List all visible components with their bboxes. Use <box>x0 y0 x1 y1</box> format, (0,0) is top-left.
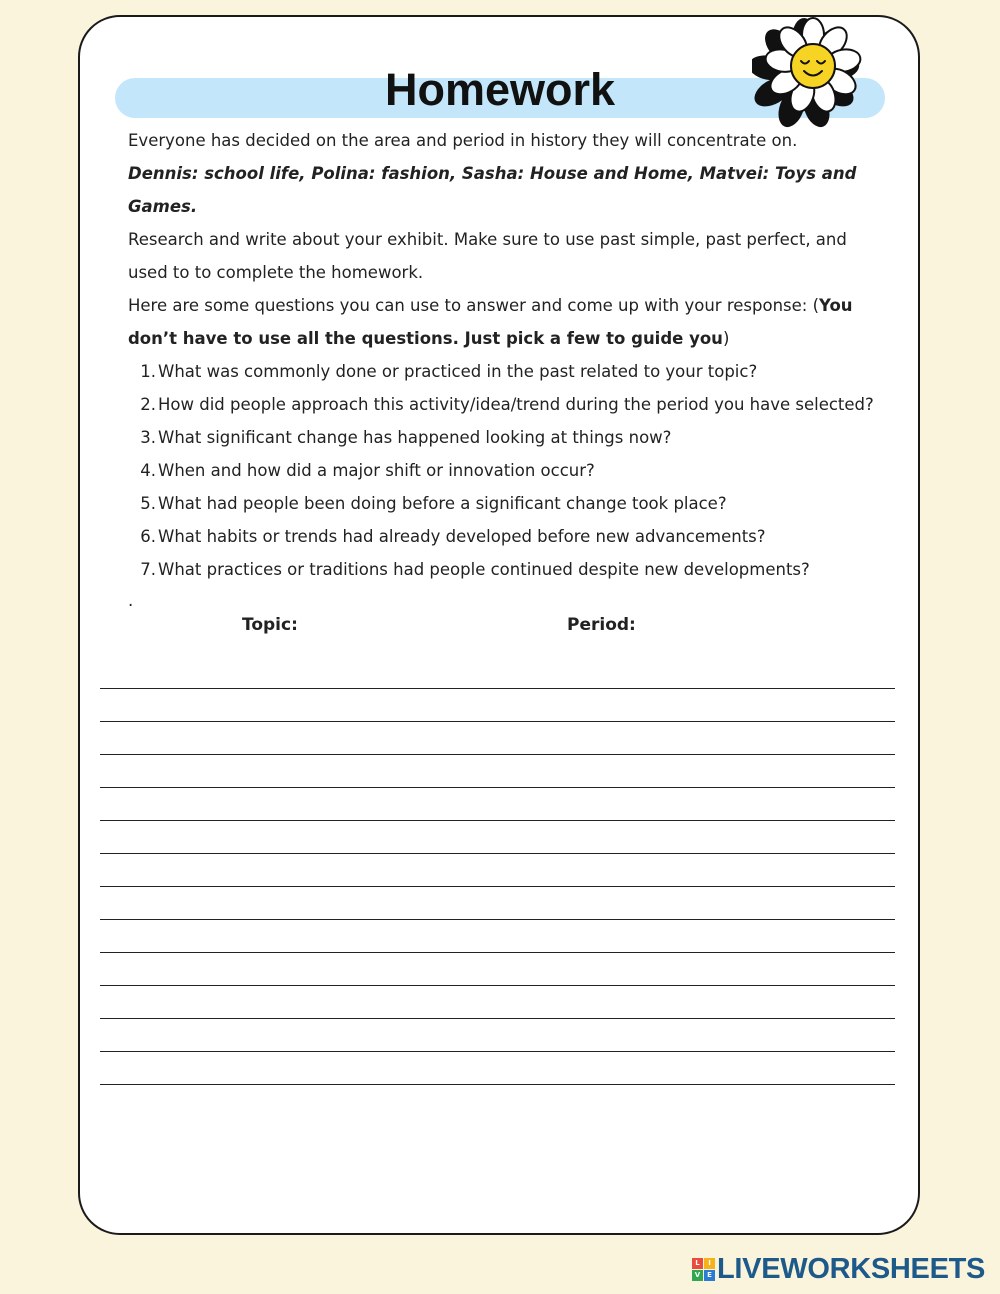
question-list <box>128 355 878 586</box>
answer-line[interactable] <box>100 721 895 722</box>
question-number: 4. <box>140 461 156 480</box>
question-item <box>128 553 878 586</box>
questions-hint: You don’t have to use all the questions. Just pick a few to guide you <box>128 296 853 348</box>
liveworksheets-logo <box>692 1254 985 1284</box>
answer-line[interactable] <box>100 754 895 755</box>
trailing-dot: . <box>128 591 134 610</box>
question-item <box>128 487 878 520</box>
question-item <box>128 421 878 454</box>
questions-intro-text: Here are some questions you can use to answer and come up with your response: ( <box>128 296 820 315</box>
answer-line[interactable] <box>100 787 895 788</box>
question-number: 1. <box>140 362 156 381</box>
student-assignments: Dennis: school life, Polina: fashion, Sasha: House and Home, Matvei: Toys and Games. <box>128 164 857 216</box>
questions-intro <box>128 289 878 355</box>
worksheet-body <box>128 124 878 616</box>
period-label: Period: <box>567 615 636 635</box>
answer-line[interactable] <box>100 1084 895 1085</box>
logo-square: V <box>692 1270 703 1281</box>
smiling-daisy-icon <box>752 14 864 130</box>
answer-line[interactable] <box>100 919 895 920</box>
question-number: 6. <box>140 527 156 546</box>
question-text: What significant change has happened looking at things now? <box>158 428 672 447</box>
answer-line[interactable] <box>100 688 895 689</box>
brand-name: LIVEWORKSHEETS <box>717 1253 986 1285</box>
page-title: Homework <box>384 64 616 115</box>
question-number: 2. <box>140 395 156 414</box>
liveworksheets-logo-icon <box>692 1258 715 1281</box>
question-item <box>128 520 878 553</box>
question-item <box>128 388 878 421</box>
logo-square: I <box>704 1258 715 1269</box>
logo-square: E <box>704 1270 715 1281</box>
answer-line[interactable] <box>100 886 895 887</box>
question-item <box>128 454 878 487</box>
question-text: What habits or trends had already developed before new advancements? <box>158 527 766 546</box>
answer-line[interactable] <box>100 952 895 953</box>
answer-line[interactable] <box>100 985 895 986</box>
questions-intro-close: ) <box>722 329 730 348</box>
question-text: What practices or traditions had people continued despite new developments? <box>158 560 810 579</box>
answer-line[interactable] <box>100 853 895 854</box>
question-text: How did people approach this activity/idea/trend during the period you have selected? <box>158 395 874 414</box>
task-instructions: Research and write about your exhibit. Make sure to use past simple, past perfect, and used to to complete the homework. <box>128 230 847 282</box>
answer-line[interactable] <box>100 1051 895 1052</box>
question-text: When and how did a major shift or innovation occur? <box>158 461 595 480</box>
answer-line[interactable] <box>100 820 895 821</box>
question-text: What was commonly done or practiced in the past related to your topic? <box>158 362 758 381</box>
topic-label: Topic: <box>242 615 298 635</box>
intro-text: Everyone has decided on the area and period in history they will concentrate on. <box>128 131 798 150</box>
answer-line[interactable] <box>100 1018 895 1019</box>
question-number: 7. <box>140 560 156 579</box>
logo-square: L <box>692 1258 703 1269</box>
question-text: What had people been doing before a significant change took place? <box>158 494 727 513</box>
question-number: 3. <box>140 428 156 447</box>
question-item <box>128 355 878 388</box>
question-number: 5. <box>140 494 156 513</box>
